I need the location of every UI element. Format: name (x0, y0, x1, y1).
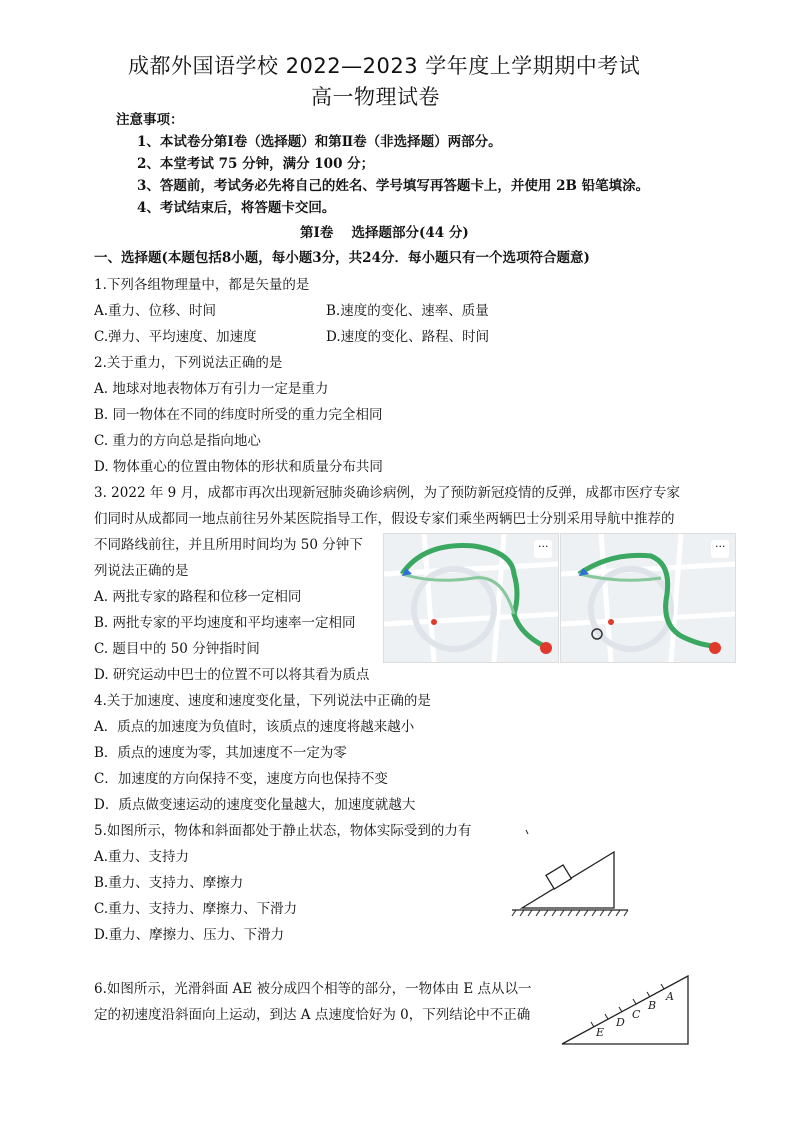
question-stem: 定的初速度沿斜面向上运动，到达 A 点速度恰好为 0，下列结论中不正确 (94, 1007, 531, 1023)
option-b: B.重力、支持力、摩擦力 (94, 875, 244, 891)
option-c: C. 重力的方向总是指向地心 (94, 433, 261, 449)
option-a: A. 地球对地表物体万有引力一定是重力 (94, 381, 329, 397)
option-b: B．质点的速度为零，其加速度不一定为零 (94, 745, 347, 761)
note-item: 3、答题前，考试务必先将自己的姓名、学号填写再答题卡上，并使用 2B 铅笔填涂。 (137, 178, 650, 194)
option-b: B. 同一物体在不同的纬度时所受的重力完全相同 (94, 407, 383, 423)
incline (562, 976, 688, 1044)
incline-ae-diagram (556, 970, 696, 1050)
section-title: 第Ⅰ卷 选择题部分(44 分) (300, 225, 469, 241)
option-d: D.速度的变化、路程、时间 (326, 329, 490, 345)
map-graphic (561, 534, 735, 662)
option-a: A.重力、位移、时间 (94, 303, 217, 319)
question-stem: 1.下列各组物理量中，都是矢量的是 (94, 277, 310, 293)
label-b: B (648, 999, 657, 1012)
option-d: D. 物体重心的位置由物体的形状和质量分布共同 (94, 459, 383, 475)
label-d: D (616, 1016, 625, 1029)
question-stem: 3. 2022 年 9 月，成都市再次出现新冠肺炎确诊病例，为了预防新冠疫情的反弹，成都市医疗专家 (94, 485, 680, 501)
route-map-1 (383, 533, 559, 663)
more-icon: ··· (538, 540, 549, 553)
notes-label: 注意事项： (116, 112, 184, 128)
page-subtitle: 高一物理试卷 (311, 85, 440, 109)
option-c: C.重力、支持力、摩擦力、下滑力 (94, 901, 298, 917)
option-d: D．质点做变速运动的速度变化量越大，加速度就越大 (94, 797, 416, 813)
tick-mark (526, 830, 528, 834)
incline-block-diagram (508, 826, 632, 918)
question-stem: 不同路线前往，并且所用时间均为 50 分钟下 (94, 537, 363, 553)
note-item: 2、本堂考试 75 分钟，满分 100 分； (137, 156, 375, 172)
label-e: E (596, 1026, 605, 1039)
option-a: A.重力、支持力 (94, 849, 190, 865)
part-heading: 一、选择题(本题包括8小题，每小题3分，共24分．每小题只有一个选项符合题意) (94, 250, 590, 266)
question-stem: 4.关于加速度、速度和速度变化量，下列说法中正确的是 (94, 693, 431, 709)
option-d: D. 研究运动中巴士的位置不可以将其看为质点 (94, 667, 370, 683)
option-d: D.重力、摩擦力、压力、下滑力 (94, 927, 285, 943)
route-map-2 (560, 533, 736, 663)
option-c: C. 题目中的 50 分钟指时间 (94, 641, 260, 657)
note-item: 1、本试卷分第Ⅰ卷（选择题）和第Ⅱ卷（非选择题）两部分。 (137, 134, 502, 150)
page-title: 成都外国语学校 2022—2023 学年度上学期期中考试 (128, 54, 641, 78)
note-item: 4、考试结束后，将答题卡交回。 (137, 200, 336, 216)
label-c: C (632, 1008, 641, 1021)
option-c: C．加速度的方向保持不变，速度方向也保持不变 (94, 771, 388, 787)
more-icon: ··· (715, 540, 726, 553)
option-b: B. 两批专家的平均速度和平均速率一定相同 (94, 615, 356, 631)
question-stem: 列说法正确的是 (94, 563, 189, 579)
question-stem: 5.如图所示，物体和斜面都处于静止状态，物体实际受到的力有 (94, 823, 472, 839)
option-c: C.弹力、平均速度、加速度 (94, 329, 257, 345)
option-a: A. 两批专家的路程和位移一定相同 (94, 589, 302, 605)
block (546, 865, 571, 889)
ground-hatching (512, 910, 628, 916)
label-a: A (666, 990, 674, 1003)
question-stem: 2.关于重力，下列说法正确的是 (94, 355, 283, 371)
option-b: B.速度的变化、速率、质量 (326, 303, 489, 319)
option-a: A．质点的加速度为负值时，该质点的速度将越来越小 (94, 719, 415, 735)
map-graphic (384, 534, 558, 662)
question-stem: 们同时从成都同一地点前往另外某医院指导工作，假设专家们乘坐两辆巴士分别采用导航中推荐的 (94, 511, 675, 527)
question-stem: 6.如图所示，光滑斜面 AE 被分成四个相等的部分，一物体由 E 点从以一 (94, 981, 532, 997)
